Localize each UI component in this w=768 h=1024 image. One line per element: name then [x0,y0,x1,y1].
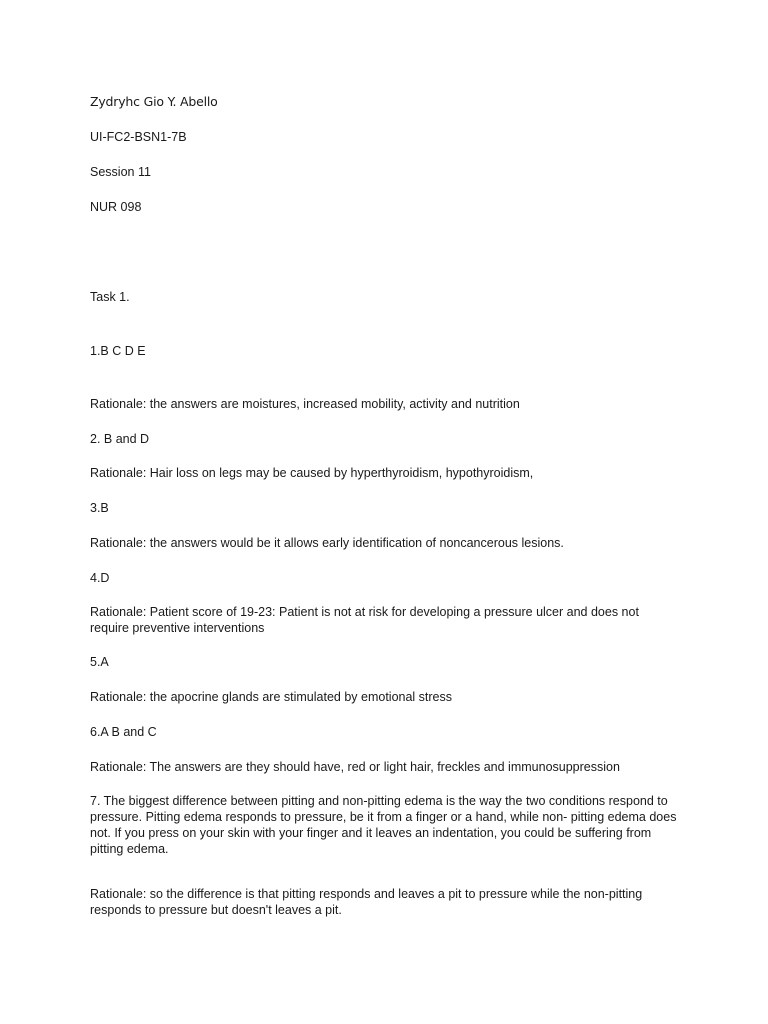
rationale-4: Rationale: Patient score of 19-23: Patient is not at risk for developing a pressure ulcer and does not require preventive interventions [90,605,639,635]
task-title: Task 1. [90,290,130,304]
answer-7: 7. The biggest difference between pitting and non-pitting edema is the way the two conditions respond to pressure. Pitting edema responds to pressure, be it from a finger or a hand, while non- pitting edema does not. If you press on your skin with your finger and it leaves an indentation, you could be suffering from pitting edema. [90,794,677,856]
answer-4: 4.D [90,571,110,585]
course-code: NUR 098 [90,200,142,214]
rationale-5: Rationale: the apocrine glands are stimulated by emotional stress [90,690,453,704]
rationale-6: Rationale: The answers are they should have, red or light hair, freckles and immunosuppression [90,760,620,774]
answer-2: 2. B and D [90,432,150,446]
rationale-7: Rationale: so the difference is that pitting responds and leaves a pit to pressure while the non-pitting responds to pressure but doesn't leaves a pit. [90,887,643,917]
answer-5: 5.A [90,655,109,669]
rationale-3: Rationale: the answers would be it allows early identification of noncancerous lesions. [90,536,564,550]
document-page [90,0,680,1024]
section-code: UI-FC2-BSN1-7B [90,130,187,144]
rationale-2: Rationale: Hair loss on legs may be caused by hyperthyroidism, hypothyroidism, [90,466,534,480]
answer-3: 3.B [90,501,109,515]
rationale-1: Rationale: the answers are moistures, increased mobility, activity and nutrition [90,397,520,411]
answer-1: 1.B C D E [90,344,146,358]
session-label: Session 11 [90,165,151,179]
student-name: Zydryhc Gio Y. Abello [90,94,218,109]
answer-6: 6.A B and C [90,725,157,739]
